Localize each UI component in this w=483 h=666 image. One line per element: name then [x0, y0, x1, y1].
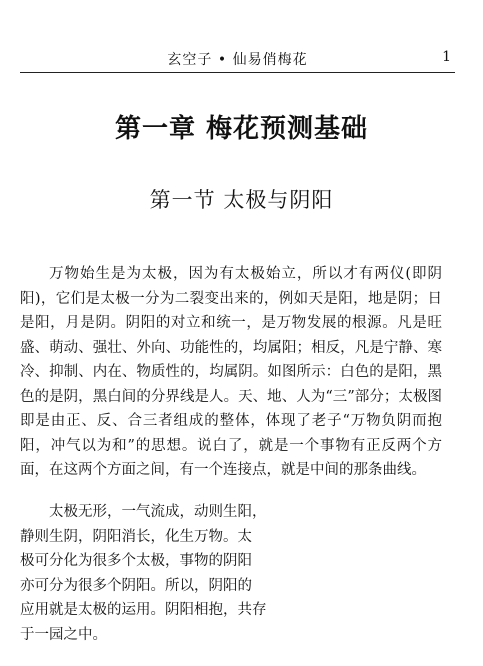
paragraph-2-line: 应用就是太极的运用。阴阳相抱，共存 — [20, 602, 267, 618]
header-title: 玄空子 • 仙易俏梅花 — [167, 52, 308, 68]
page-number: 1 — [442, 49, 451, 65]
body-paragraph-2 — [20, 500, 267, 647]
section-title: 第一节 太极与阴阳 — [149, 188, 334, 212]
paragraph-2-line: 太极无形，一气流成，动则生阳， — [49, 504, 267, 520]
paragraph-2-line: 静则生阴，阴阳消长，化生万物。太 — [20, 528, 252, 545]
running-header — [20, 46, 455, 73]
body-paragraph-1: 万物始生是为太极，因为有太极始立，所以才有两仪(即阴阳)，它们是太极一分为二裂变出来的，例如天是阳，地是阴；日是阳，月是阴。阴阳的对立和统一，是万物发展的根源。凡是旺盛、萌动、强壮、外向、功能性的，均属阳；相反，凡是宁静、寒冷、抑制、内在、物质性的，均属阴。如图所示：白色的是阳，黑色的是阴，黑白间的分界线是人。天、地、人为“三”部分；太极图即是由正、反、合三者组成的整体，体现了老子“万物负阴而抱阳，冲气以为和”的思想。说白了，就是一个事物有正反两个方面，在这两个方面之间，有一个连接点，就是中间的那条曲线。 — [20, 266, 442, 478]
chapter-title: 第一章 梅花预测基础 — [114, 114, 369, 144]
paragraph-2-line: 亦可分为很多个阴阳。所以，阴阳的 — [20, 577, 252, 594]
paragraph-2-line: 于一园之中。 — [20, 626, 107, 643]
paragraph-2-line: 极可分化为很多个太极，事物的阴阳 — [20, 553, 252, 569]
